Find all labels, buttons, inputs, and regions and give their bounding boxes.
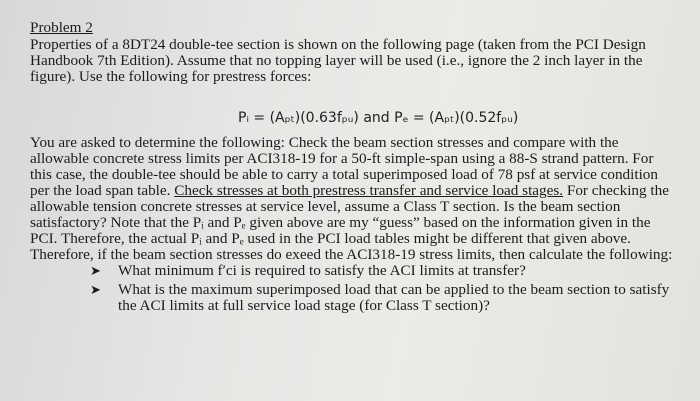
- para2-line-7: PCI. Therefore, the actual Pᵢ and Pₑ used in the PCI load tables might be different that given above.: [30, 230, 631, 247]
- bullet-2-text-line-1: What is the maximum superimposed load that can be applied to the beam section to satisfy: [118, 281, 670, 298]
- para2-line-8: Therefore, if the beam section stresses do exeed the ACI318-19 stress limits, then calculate the following:: [30, 246, 673, 263]
- bullet-arrow-icon: ➤: [90, 282, 101, 297]
- problem-title: Problem 2: [30, 19, 93, 36]
- para2-line-4-b: For checking the: [566, 182, 669, 199]
- prestress-equation: Pᵢ = (Aₚₜ)(0.63fₚᵤ) and Pₑ = (Aₚₜ)(0.52fₚᵤ): [238, 110, 519, 126]
- para2-line-2: allowable concrete stress limits per ACI318-19 for a 50-ft simple-span using a 88-S strand pattern. For: [30, 150, 654, 167]
- para2-line-5: allowable tension concrete stresses at service level, assume a Class T section. Is the beam section: [30, 198, 621, 215]
- bullet-1-text: What minimum f′ci is required to satisfy the ACI limits at transfer?: [118, 262, 526, 279]
- bullet-2-text-line-2: the ACI limits at full service load stage (for Class T section)?: [118, 297, 490, 314]
- para1-line-2: Handbook 7th Edition). Assume that no topping layer will be used (i.e., ignore the 2 inch layer in the: [30, 52, 643, 69]
- para1-line-1: Properties of a 8DT24 double-tee section is shown on the following page (taken from the PCI Design: [30, 36, 646, 53]
- para2-line-4: [30, 183, 669, 199]
- para2-line-1: You are asked to determine the following: Check the beam section stresses and compare with the: [30, 134, 619, 151]
- para2-line-4-a: per the load span table.: [30, 182, 171, 199]
- check-stresses-underlined: Check stresses at both prestress transfer and service load stages.: [174, 182, 564, 199]
- para2-line-6: satisfactory? Note that the Pᵢ and Pₑ given above are my “guess” based on the information given in the: [30, 214, 651, 231]
- para2-line-3: this case, the double-tee should be able to carry a total superimposed load of 78 psf at service condition: [30, 166, 658, 183]
- bullet-arrow-icon: ➤: [90, 263, 101, 278]
- para1-line-3: figure). Use the following for prestress forces:: [30, 68, 312, 85]
